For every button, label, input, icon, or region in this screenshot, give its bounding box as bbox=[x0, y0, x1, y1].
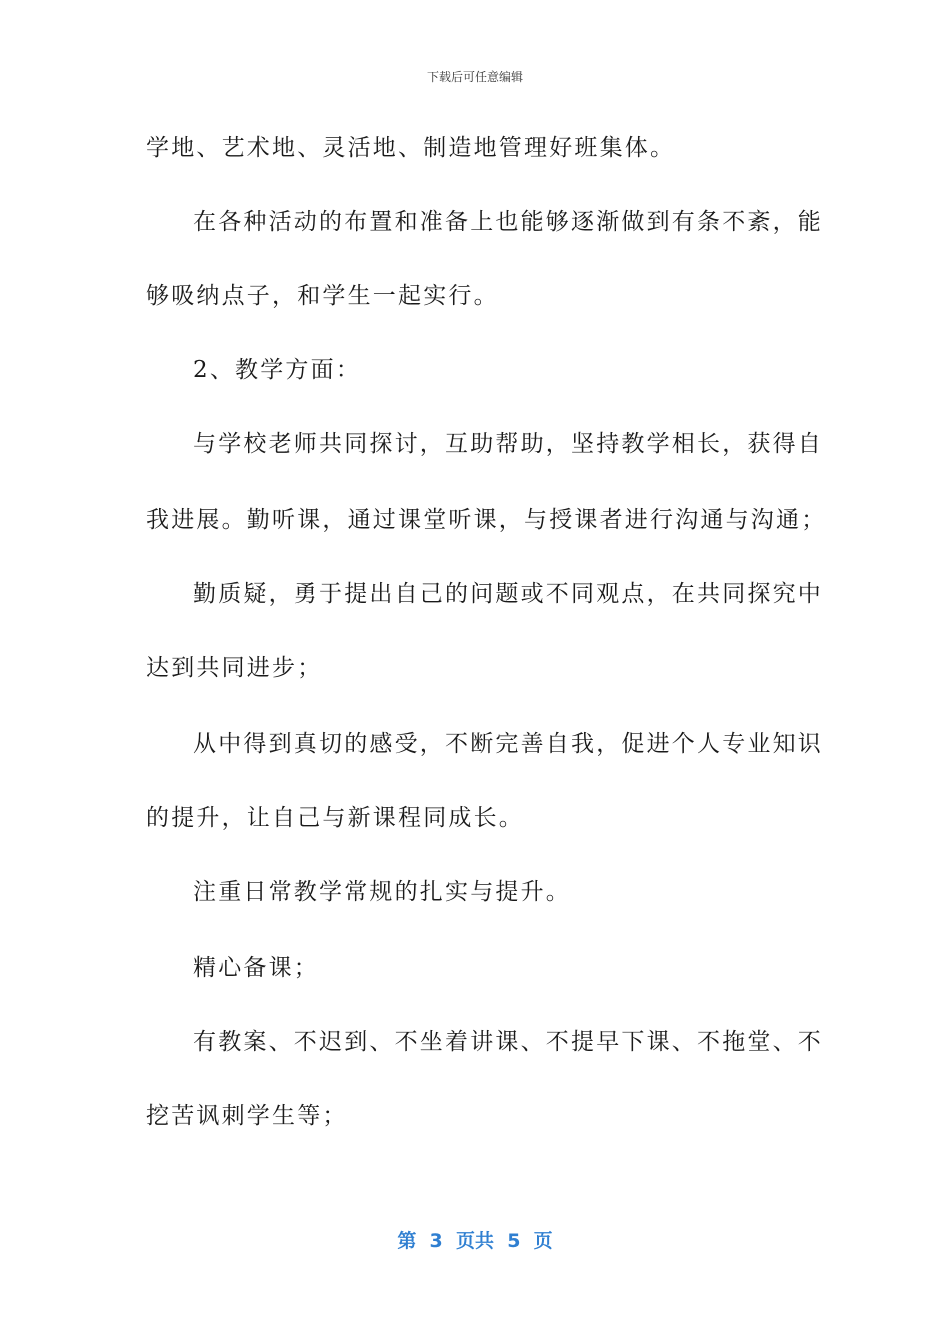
body-line-14: 挖苦讽刺学生等； bbox=[146, 1103, 348, 1129]
body-line-13: 有教案、不迟到、不坐着讲课、不提早下课、不拖堂、不 bbox=[193, 1029, 823, 1055]
body-line-3: 够吸纳点子，和学生一起实行。 bbox=[146, 283, 499, 309]
body-line-9: 从中得到真切的感受，不断完善自我，促进个人专业知识 bbox=[193, 731, 823, 757]
section-heading: 2、教学方面： bbox=[193, 357, 362, 383]
body-line-12: 精心备课； bbox=[193, 955, 319, 981]
body-line-11: 注重日常教学常规的扎实与提升。 bbox=[193, 879, 571, 905]
body-line-7: 勤质疑，勇于提出自己的问题或不同观点，在共同探究中 bbox=[193, 581, 823, 607]
body-line-2: 在各种活动的布置和准备上也能够逐渐做到有条不紊，能 bbox=[193, 209, 823, 235]
body-line-8: 达到共同进步； bbox=[146, 655, 323, 681]
page-header: 下载后可任意编辑 bbox=[426, 70, 523, 84]
body-line-1: 学地、艺术地、灵活地、制造地管理好班集体。 bbox=[146, 135, 676, 161]
page-number-footer: 第 3 页共 5 页 bbox=[397, 1230, 553, 1252]
body-line-5: 与学校老师共同探讨，互助帮助，坚持教学相长，获得自 bbox=[193, 431, 823, 457]
body-line-6: 我进展。勤听课，通过课堂听课，与授课者进行沟通与沟通； bbox=[146, 507, 827, 533]
body-line-10: 的提升，让自己与新课程同成长。 bbox=[146, 805, 524, 831]
